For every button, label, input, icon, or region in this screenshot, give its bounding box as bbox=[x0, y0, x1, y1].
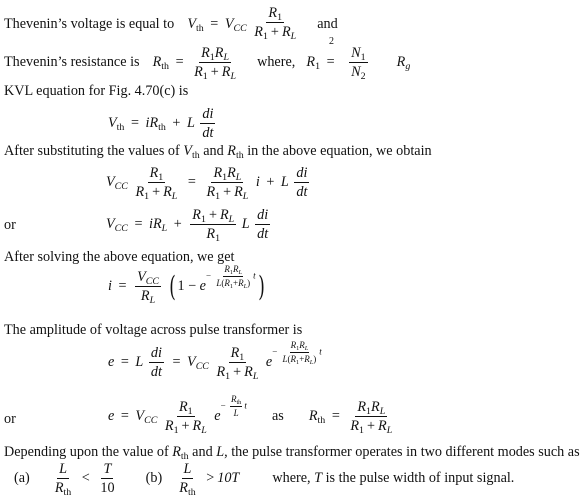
subscript: 1 bbox=[359, 425, 365, 437]
plus: + bbox=[223, 184, 232, 201]
text: After substituting the values of bbox=[4, 143, 180, 159]
numerator bbox=[148, 166, 166, 183]
vcc-equation bbox=[106, 207, 272, 245]
numerator: L bbox=[182, 462, 194, 479]
denominator bbox=[349, 63, 367, 83]
subscript: 1 bbox=[225, 371, 231, 383]
denominator bbox=[139, 287, 157, 307]
symbol: R bbox=[290, 354, 297, 365]
symbol: R bbox=[350, 418, 360, 435]
minus: − bbox=[220, 400, 226, 411]
plus: + bbox=[173, 215, 182, 232]
fraction bbox=[149, 346, 164, 379]
symbol: R bbox=[306, 53, 316, 70]
denominator: dt bbox=[296, 184, 308, 201]
symbol: R bbox=[194, 64, 203, 81]
symbol: R bbox=[216, 364, 226, 381]
fraction bbox=[252, 5, 298, 43]
subscript: 1 bbox=[360, 51, 366, 63]
symbol: R bbox=[371, 399, 380, 415]
subscript: 1 bbox=[315, 60, 321, 72]
numerator bbox=[230, 395, 242, 407]
modes-line bbox=[4, 444, 580, 462]
subscript: 1 bbox=[187, 405, 193, 417]
numerator: di bbox=[200, 107, 215, 124]
numerator bbox=[266, 6, 284, 23]
square-exponent: 2 bbox=[329, 36, 334, 47]
text: and bbox=[203, 143, 224, 159]
fraction bbox=[348, 399, 394, 437]
symbol: R bbox=[221, 64, 231, 81]
text: Thevenin’s resistance is bbox=[4, 53, 140, 70]
denominator: dt bbox=[150, 364, 162, 381]
denominator bbox=[53, 479, 73, 499]
symbol: R bbox=[179, 480, 188, 497]
subscript: L bbox=[223, 51, 229, 63]
or-label: or bbox=[4, 411, 16, 427]
text: where, bbox=[272, 469, 311, 486]
thevenin-voltage-line bbox=[4, 5, 338, 43]
denominator: $L(R_1+R_L)$ bbox=[216, 278, 251, 291]
symbol: R bbox=[164, 418, 174, 435]
symbol: R bbox=[304, 354, 310, 365]
symbol: N bbox=[351, 45, 361, 61]
symbol: R bbox=[206, 226, 216, 243]
symbol: i bbox=[108, 277, 112, 294]
symbol: R bbox=[234, 184, 243, 201]
subscript: L bbox=[304, 345, 309, 353]
denominator bbox=[348, 417, 394, 437]
equals: = bbox=[331, 407, 340, 424]
symbol: R bbox=[357, 399, 367, 415]
exponent bbox=[205, 264, 256, 291]
subscript: th bbox=[63, 487, 72, 499]
mode-a-label: (a) bbox=[14, 469, 30, 486]
subscript: th bbox=[236, 399, 242, 407]
numerator: di bbox=[149, 346, 164, 363]
symbol: V bbox=[106, 215, 115, 232]
substituted-equation bbox=[106, 165, 311, 203]
equals: = bbox=[210, 15, 219, 32]
subscript: L bbox=[290, 31, 297, 43]
symbol: R bbox=[268, 5, 278, 21]
numerator bbox=[229, 346, 247, 363]
subscript: 1 bbox=[277, 11, 283, 23]
fraction bbox=[215, 264, 251, 291]
subscript: th bbox=[317, 414, 326, 426]
subscript: th bbox=[235, 149, 244, 161]
symbol: V bbox=[137, 269, 146, 285]
symbol: R bbox=[224, 264, 230, 275]
plus: + bbox=[270, 24, 279, 41]
symbol: R bbox=[227, 143, 236, 159]
equals: = bbox=[134, 215, 143, 232]
plus: + bbox=[210, 64, 219, 81]
denominator bbox=[252, 23, 298, 43]
plus: + bbox=[233, 364, 242, 381]
symbol: t bbox=[319, 346, 322, 357]
symbol: R bbox=[54, 480, 64, 497]
ten-t: 10T bbox=[217, 469, 240, 486]
symbol: N bbox=[351, 64, 361, 81]
fraction bbox=[294, 166, 309, 199]
fraction bbox=[204, 165, 250, 203]
modes-conditions bbox=[14, 461, 515, 499]
subscript: CC bbox=[144, 414, 158, 426]
symbol: R bbox=[219, 207, 229, 223]
symbol: e bbox=[214, 407, 221, 424]
symbol: V bbox=[108, 114, 117, 131]
fraction bbox=[133, 165, 179, 203]
subscript: CC bbox=[114, 222, 128, 234]
numerator bbox=[355, 400, 387, 417]
symbol: i bbox=[145, 114, 150, 131]
text: Thevenin’s voltage is equal to bbox=[4, 15, 175, 32]
exponent bbox=[221, 395, 247, 418]
current-equation bbox=[108, 264, 267, 307]
symbol: R bbox=[230, 394, 237, 405]
symbol: i bbox=[149, 215, 153, 232]
numerator bbox=[290, 341, 310, 353]
subscript: 1 bbox=[229, 269, 234, 277]
equals: = bbox=[172, 353, 181, 370]
symbol: L bbox=[280, 173, 289, 190]
fraction bbox=[255, 208, 270, 241]
left-paren: ( bbox=[168, 269, 176, 303]
subscript: 1 bbox=[200, 213, 206, 225]
subscript: L bbox=[161, 222, 168, 234]
subscript: 1 bbox=[296, 359, 300, 367]
equals: = bbox=[120, 407, 129, 424]
symbol: e bbox=[108, 407, 115, 424]
equals: = bbox=[120, 353, 129, 370]
fraction bbox=[135, 269, 161, 307]
equals: = bbox=[118, 277, 127, 294]
subscript: 1 bbox=[202, 71, 208, 83]
subscript: 1 bbox=[229, 283, 233, 291]
symbol: V bbox=[187, 15, 196, 32]
subscript: L bbox=[379, 405, 386, 417]
numerator bbox=[177, 400, 195, 417]
symbol: R bbox=[149, 114, 159, 131]
minus: − bbox=[205, 270, 212, 281]
exponent bbox=[272, 340, 322, 367]
fraction bbox=[190, 207, 236, 245]
one-minus: 1 − bbox=[177, 277, 197, 294]
denominator bbox=[133, 183, 179, 203]
subscript: 1 bbox=[296, 345, 300, 353]
subscript: L bbox=[149, 295, 156, 307]
text: in the above equation, we obtain bbox=[247, 143, 432, 159]
subscript: L bbox=[228, 213, 235, 225]
subscript: th bbox=[180, 450, 189, 462]
subscript: L bbox=[252, 371, 259, 383]
symbol: V bbox=[224, 15, 234, 32]
greater-than: > bbox=[206, 469, 215, 486]
subscript: CC bbox=[195, 360, 209, 372]
numerator: di bbox=[294, 166, 309, 183]
less-than: < bbox=[81, 469, 90, 486]
symbol: V bbox=[183, 143, 192, 159]
symbol: R bbox=[396, 53, 406, 70]
symbol: R bbox=[172, 444, 181, 460]
symbol: V bbox=[187, 353, 196, 370]
symbol: R bbox=[308, 407, 318, 424]
denominator bbox=[204, 183, 250, 203]
voltage-equation-short bbox=[108, 394, 396, 437]
fraction bbox=[282, 340, 318, 367]
symbol: t bbox=[244, 400, 247, 411]
denominator bbox=[204, 225, 222, 245]
denominator bbox=[192, 63, 238, 83]
text: and bbox=[317, 15, 338, 32]
fraction bbox=[53, 461, 73, 499]
plus: + bbox=[181, 418, 190, 435]
subscript: th bbox=[158, 121, 166, 133]
symbol: R bbox=[290, 340, 297, 351]
numerator bbox=[190, 208, 236, 225]
symbol: R bbox=[192, 207, 201, 223]
denominator: L bbox=[233, 408, 239, 419]
subscript: th bbox=[191, 149, 200, 161]
subscript: 1 bbox=[222, 171, 228, 183]
thevenin-resistance-line bbox=[4, 45, 411, 83]
fraction bbox=[214, 345, 260, 383]
fraction bbox=[192, 45, 238, 83]
symbol: T bbox=[314, 469, 323, 486]
equals: = bbox=[130, 114, 139, 131]
subscript: th bbox=[161, 60, 170, 72]
numerator bbox=[223, 265, 243, 277]
text: as bbox=[271, 407, 284, 424]
subscript: L bbox=[230, 71, 236, 83]
subscript: L bbox=[171, 191, 178, 203]
text: Depending upon the value of bbox=[4, 444, 169, 460]
symbol: L bbox=[216, 278, 222, 289]
symbol: R bbox=[227, 165, 236, 181]
symbol: R bbox=[299, 340, 305, 351]
symbol: R bbox=[135, 184, 145, 201]
minus: − bbox=[272, 346, 278, 357]
subscript: 2 bbox=[360, 71, 366, 83]
symbol: R bbox=[244, 364, 253, 381]
denominator: $L(R_1+R_L)$ bbox=[282, 354, 317, 367]
solving-line: After solving the above equation, we get bbox=[4, 249, 235, 265]
subscript: 1 bbox=[209, 51, 215, 63]
denominator: dt bbox=[257, 226, 269, 243]
amplitude-line: The amplitude of voltage across pulse transformer is bbox=[4, 322, 303, 338]
subscript: CC bbox=[145, 275, 159, 287]
plus: + bbox=[208, 207, 217, 223]
symbol: R bbox=[238, 278, 244, 289]
symbol: V bbox=[135, 407, 145, 424]
symbol: L bbox=[135, 353, 144, 370]
numerator bbox=[349, 46, 367, 63]
symbol: R bbox=[254, 24, 263, 41]
symbol: R bbox=[281, 24, 291, 41]
denominator bbox=[163, 417, 209, 437]
subscript: L bbox=[235, 171, 242, 183]
subscript: 1 bbox=[144, 191, 150, 203]
plus: + bbox=[266, 173, 275, 190]
equals: = bbox=[326, 53, 335, 70]
symbol: L bbox=[282, 354, 288, 365]
symbol: t bbox=[253, 270, 256, 281]
numerator bbox=[199, 46, 231, 63]
symbol: R bbox=[233, 264, 239, 275]
fraction bbox=[200, 107, 215, 140]
symbol: L bbox=[216, 444, 225, 460]
numerator: T bbox=[101, 462, 113, 479]
subscript: L bbox=[201, 425, 207, 437]
plus: + bbox=[172, 114, 181, 131]
denominator bbox=[214, 363, 260, 383]
subscript: 1 bbox=[215, 233, 221, 245]
text: is the pulse width of input signal. bbox=[325, 469, 515, 486]
or-label: or bbox=[4, 217, 16, 233]
voltage-equation bbox=[108, 340, 322, 383]
symbol: R bbox=[230, 345, 240, 361]
numerator: di bbox=[255, 208, 270, 225]
mode-b-label: (b) bbox=[145, 469, 163, 486]
text: and bbox=[192, 444, 213, 460]
symbol: R bbox=[192, 418, 202, 435]
subscript: L bbox=[243, 283, 248, 291]
substitution-line bbox=[4, 143, 432, 161]
subscript: L bbox=[242, 191, 249, 203]
subscript: L bbox=[309, 359, 314, 367]
symbol: R bbox=[378, 418, 387, 435]
fraction bbox=[349, 45, 367, 83]
subscript: g bbox=[405, 60, 411, 72]
subscript: 1 bbox=[215, 191, 221, 203]
symbol: R bbox=[213, 165, 223, 181]
symbol: R bbox=[206, 184, 216, 201]
text: , the pulse transformer operates in two different modes such as bbox=[224, 444, 580, 460]
subscript: L bbox=[238, 269, 243, 277]
fraction bbox=[163, 399, 209, 437]
subscript: L bbox=[386, 425, 393, 437]
symbol: R bbox=[152, 215, 162, 232]
symbol: L bbox=[241, 215, 250, 232]
subscript: 1 bbox=[366, 405, 372, 417]
numerator: L bbox=[57, 462, 69, 479]
fraction bbox=[230, 395, 242, 418]
denominator: 10 bbox=[100, 480, 115, 497]
subscript: 1 bbox=[239, 351, 245, 363]
symbol: R bbox=[179, 399, 188, 415]
symbol: L bbox=[186, 114, 195, 131]
denominator bbox=[177, 479, 197, 499]
right-paren: ) bbox=[257, 269, 265, 303]
kvl-heading: KVL equation for Fig. 4.70(c) is bbox=[4, 83, 189, 99]
kvl-equation bbox=[108, 107, 217, 140]
subscript: th bbox=[187, 487, 196, 499]
fraction bbox=[177, 461, 197, 499]
symbol: V bbox=[106, 173, 115, 190]
numerator bbox=[135, 270, 161, 287]
symbol: R bbox=[224, 278, 230, 289]
denominator: dt bbox=[202, 125, 214, 142]
subscript: CC bbox=[233, 22, 247, 34]
equals: = bbox=[187, 173, 196, 190]
numerator bbox=[211, 166, 243, 183]
symbol: R bbox=[152, 53, 162, 70]
symbol: R bbox=[149, 165, 159, 181]
subscript: CC bbox=[114, 180, 128, 192]
equals: = bbox=[175, 53, 184, 70]
subscript: th bbox=[116, 121, 125, 133]
symbol: i bbox=[255, 173, 260, 190]
symbol: R bbox=[214, 45, 224, 61]
symbol: e bbox=[265, 353, 273, 370]
subscript: 1 bbox=[262, 31, 268, 43]
text: where, bbox=[257, 53, 296, 70]
symbol: R bbox=[163, 184, 172, 201]
subscript: 1 bbox=[173, 425, 179, 437]
symbol: R bbox=[201, 45, 210, 61]
plus: + bbox=[152, 184, 161, 201]
symbol: R bbox=[140, 288, 150, 305]
fraction bbox=[98, 462, 116, 495]
subscript: th bbox=[195, 22, 204, 34]
symbol: e bbox=[108, 353, 115, 370]
symbol: e bbox=[199, 277, 206, 294]
subscript: 1 bbox=[158, 171, 164, 183]
plus: + bbox=[367, 418, 376, 435]
